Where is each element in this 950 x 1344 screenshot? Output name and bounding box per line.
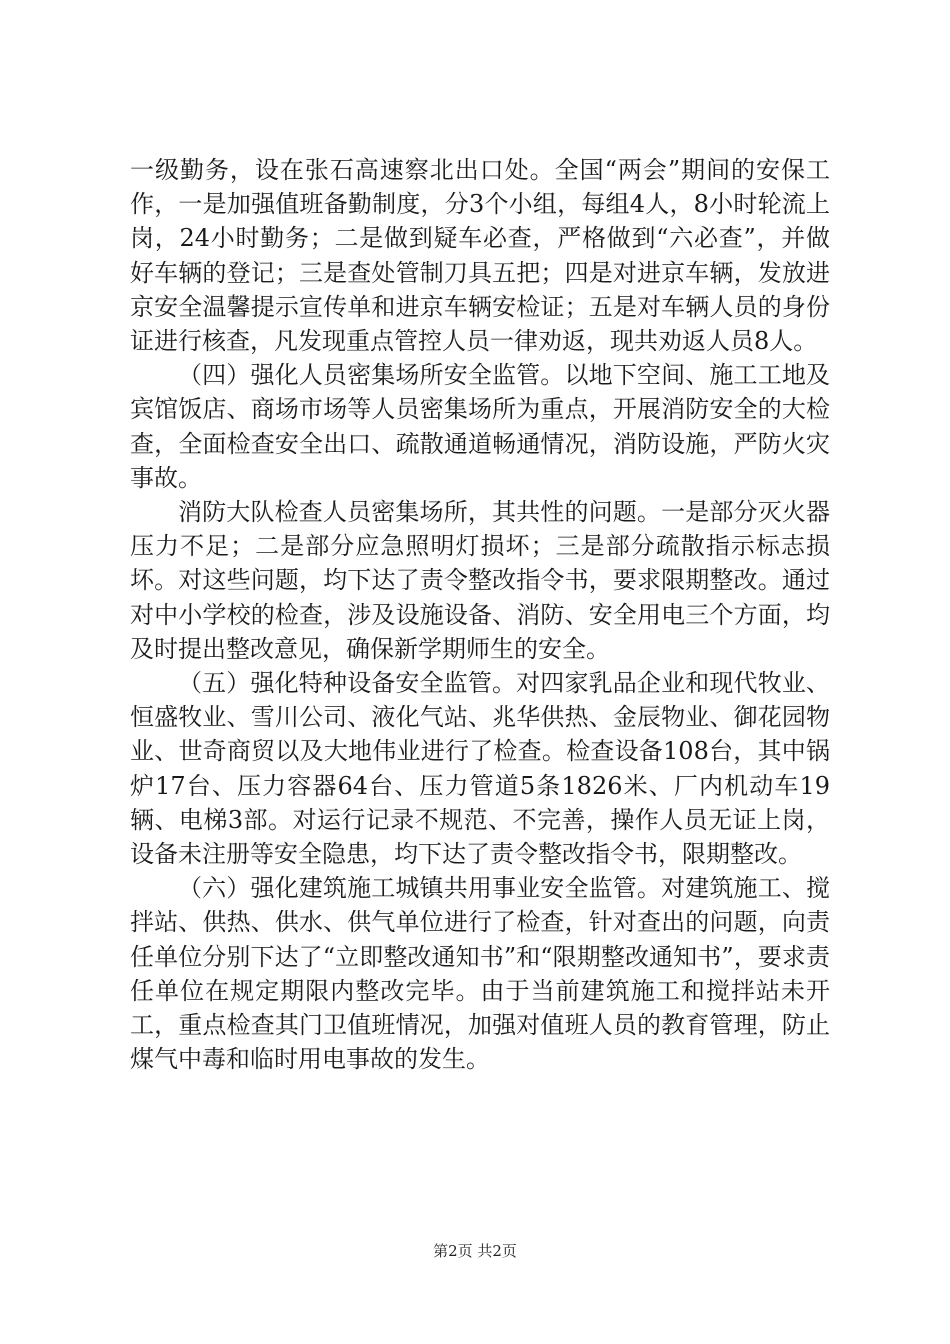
paragraph-section-five: （五）强化特种设备安全监管。对四家乳品企业和现代牧业、恒盛牧业、雪川公司、液化气站、兆华供热、金辰物业、御花园物业、世奇商贸以及大地伟业进行了检查。检查设备108台，其中锅炉17台、压力容器64台、压力管道5条1826米、厂内机动车19辆、电梯3部。对运行记录不规范、不完善，操作人员无证上岗，设备未注册等安全隐患，均下达了责令整改指令书，限期整改。 bbox=[130, 669, 830, 869]
paragraph-section-six: （六）强化建筑施工城镇共用事业安全监管。对建筑施工、搅拌站、供热、供水、供气单位进行了检查，针对查出的问题，向责任单位分别下达了“立即整改通知书”和“限期整改通知书”，要求责任单位在规定期限内整改完毕。由于当前建筑施工和搅拌站未开工，重点检查其门卫值班情况，加强对值班人员的教育管理，防止煤气中毒和临时用电事故的发生。 bbox=[130, 874, 830, 1074]
paragraph-fire-brigade: 消防大队检查人员密集场所，其共性的问题。一是部分灭火器压力不足；二是部分应急照明灯损坏；三是部分疏散指示标志损坏。对这些问题，均下达了责令整改指令书，要求限期整改。通过对中小学校的检查，涉及设施设备、消防、安全用电三个方面，均及时提出整改意见，确保新学期师生的安全。 bbox=[130, 498, 830, 663]
paragraph-continuation: 一级勤务，设在张石高速察北出口处。全国“两会”期间的安保工作，一是加强值班备勤制度，分3个小组，每组4人，8小时轮流上岗，24小时勤务；二是做到疑车必查，严格做到“六必查”，并做好车辆的登记；三是查处管制刀具五把；四是对进京车辆，发放进京安全温馨提示宣传单和进京车辆安检证；五是对车辆人员的身份证进行核查，凡发现重点管控人员一律劝返，现共劝返人员8人。 bbox=[130, 156, 830, 356]
page-number-footer: 第2页 共2页 bbox=[433, 1242, 517, 1260]
paragraph-section-four: （四）强化人员密集场所安全监管。以地下空间、施工工地及宾馆饭店、商场市场等人员密集场所为重点，开展消防安全的大检查，全面检查安全出口、疏散通道畅通情况，消防设施，严防火灾事故。 bbox=[130, 361, 830, 492]
document-body bbox=[130, 153, 830, 1076]
